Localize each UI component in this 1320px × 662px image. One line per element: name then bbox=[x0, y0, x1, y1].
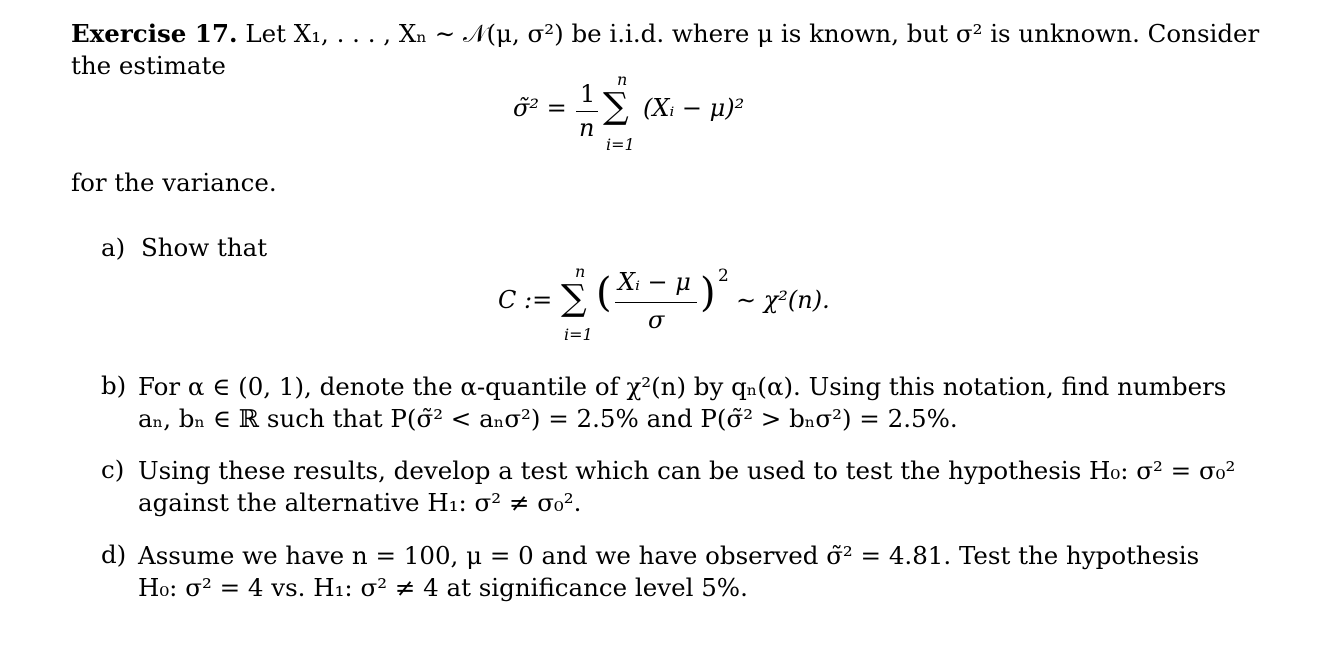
estimator-frac-numerator: 1 bbox=[580, 80, 596, 108]
estimator-sum-upper: n bbox=[617, 70, 628, 89]
summation-symbol: ∑ bbox=[603, 86, 629, 127]
after-estimator-text: for the variance. bbox=[71, 168, 277, 197]
estimator-lhs: σ̃² = bbox=[513, 94, 567, 122]
formula-c-sum-upper: n bbox=[575, 262, 586, 281]
left-paren: ( bbox=[596, 270, 612, 316]
part-a bbox=[101, 232, 267, 264]
formula-c-lhs: C := bbox=[498, 286, 553, 314]
part-d-label: d) bbox=[101, 540, 127, 569]
right-paren: ) bbox=[700, 270, 716, 316]
formula-c-sum-lower: i=1 bbox=[564, 325, 593, 344]
formula-c-frac-bar bbox=[615, 302, 697, 303]
exercise-intro-line1 bbox=[71, 18, 1259, 50]
part-d-line1: Assume we have n = 100, μ = 0 and we have observed σ̃² = 4.81. Test the hypothesis bbox=[138, 541, 1200, 570]
part-d-line2: H₀: σ² = 4 vs. H₁: σ² ≠ 4 at significance level 5%. bbox=[138, 573, 748, 602]
part-a-label: a) bbox=[101, 233, 126, 262]
part-a-text: Show that bbox=[140, 233, 268, 262]
exercise-intro-line2: the estimate bbox=[71, 51, 226, 80]
part-b-label: b) bbox=[101, 371, 127, 400]
part-c-line2: against the alternative H₁: σ² ≠ σ₀². bbox=[138, 488, 582, 517]
exercise-intro-text: Let X₁, . . . , Xₙ ∼ 𝒩(μ, σ²) be i.i.d. where μ is known, but σ² is unknown. Consider bbox=[245, 19, 1260, 48]
formula-c-exponent: 2 bbox=[718, 266, 729, 286]
part-c-label: c) bbox=[101, 455, 125, 484]
exercise-title: Exercise 17. bbox=[71, 19, 238, 48]
formula-c-rhs: ∼ χ²(n). bbox=[736, 286, 830, 314]
formula-c-frac-numerator: Xᵢ − μ bbox=[618, 268, 691, 296]
estimator-frac-denominator: n bbox=[579, 114, 595, 142]
estimator-frac-bar bbox=[576, 111, 598, 112]
estimator-body: (Xᵢ − μ)² bbox=[643, 94, 745, 122]
formula-c-frac-denominator: σ bbox=[648, 306, 665, 334]
part-c-line1: Using these results, develop a test which can be used to test the hypothesis H₀: σ² = σ₀² bbox=[138, 456, 1236, 485]
part-b-line2: aₙ, bₙ ∈ ℝ such that P(σ̃² < aₙσ²) = 2.5% and P(σ̃² > bₙσ²) = 2.5%. bbox=[138, 404, 958, 433]
estimator-sum-lower: i=1 bbox=[606, 135, 635, 154]
summation-symbol-c: ∑ bbox=[561, 278, 587, 319]
part-b-line1: For α ∈ (0, 1), denote the α-quantile of χ²(n) by qₙ(α). Using this notation, find numbers bbox=[138, 372, 1227, 401]
